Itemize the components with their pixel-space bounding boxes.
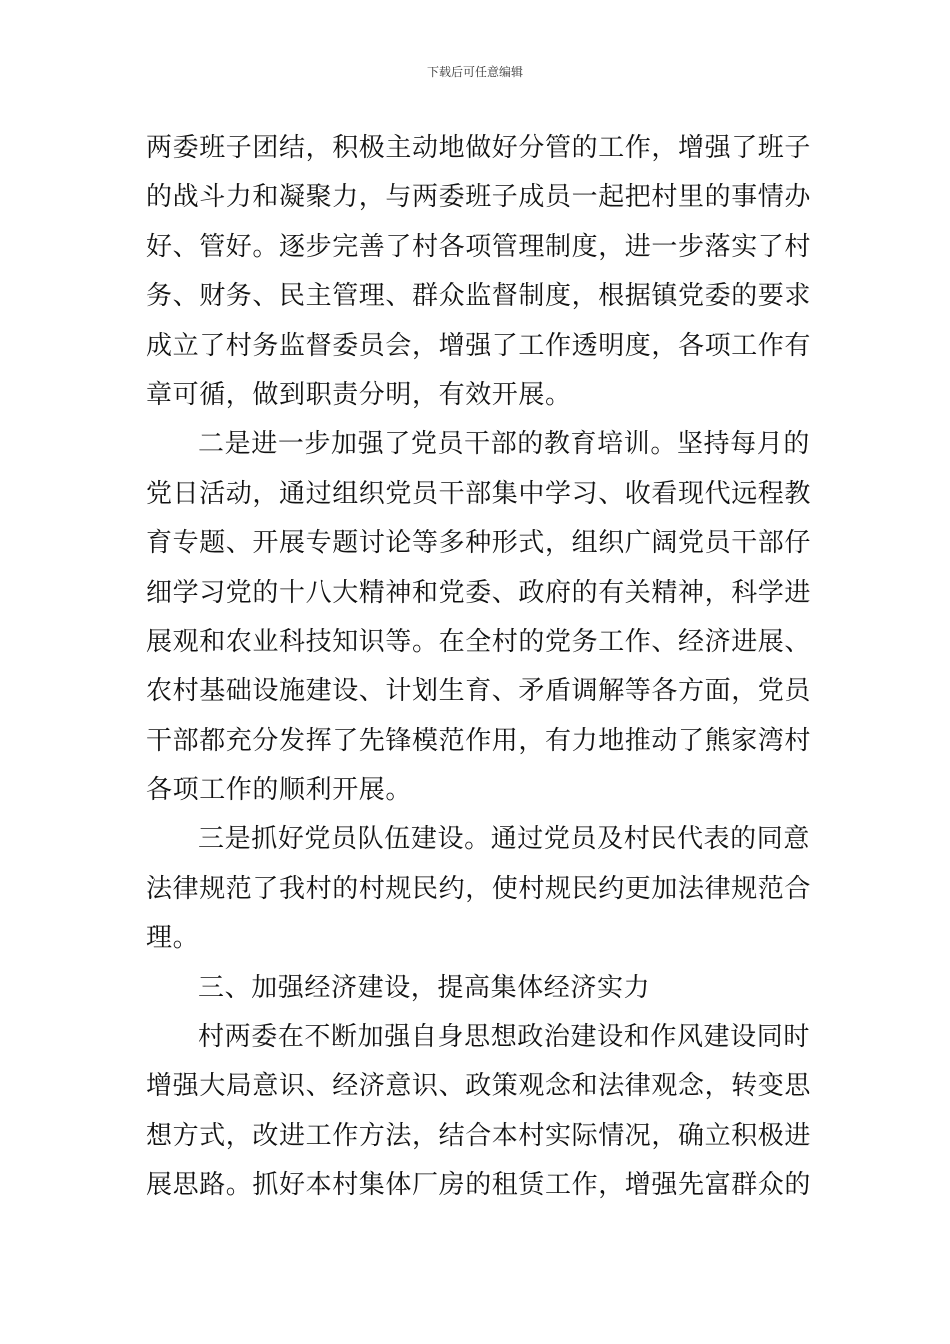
text-line: 的战斗力和凝聚力，与两委班子成员一起把村里的事情办 [146, 182, 812, 213]
text-line: 理。 [146, 923, 200, 954]
text-line: 想方式，改进工作方法，结合本村实际情况，确立积极进 [146, 1120, 812, 1151]
text-line: 村两委在不断加强自身思想政治建设和作风建设同时 [198, 1022, 810, 1053]
text-line: 各项工作的顺利开展。 [146, 775, 413, 806]
document-body [146, 124, 810, 1211]
text-line: 党日活动，通过组织党员干部集中学习、收看现代远程教 [146, 478, 812, 509]
text-line: 三是抓好党员队伍建设。通过党员及村民代表的同意 [198, 824, 810, 855]
text-line: 三、加强经济建设，提高集体经济实力 [198, 972, 651, 1003]
text-line: 两委班子团结，积极主动地做好分管的工作，增强了班子 [146, 133, 812, 163]
text-line: 展思路。抓好本村集体厂房的租赁工作，增强先富群众的 [146, 1170, 812, 1201]
text-line: 务、财务、民主管理、群众监督制度，根据镇党委的要求 [146, 281, 812, 312]
text-line: 农村基础设施建设、计划生育、矛盾调解等各方面，党员 [146, 676, 812, 707]
text-line: 好、管好。逐步完善了村各项管理制度，进一步落实了村 [146, 231, 812, 262]
text-line: 成立了村务监督委员会，增强了工作透明度，各项工作有 [146, 330, 812, 361]
text-line: 展观和农业科技知识等。在全村的党务工作、经济进展、 [146, 626, 812, 657]
text-line: 法律规范了我村的村规民约，使村规民约更加法律规范合 [146, 873, 812, 904]
text-line: 育专题、开展专题讨论等多种形式，组织广阔党员干部仔 [146, 528, 812, 559]
text-line: 二是进一步加强了党员干部的教育培训。坚持每月的 [198, 429, 810, 460]
text-line: 干部都充分发挥了先锋模范作用，有力地推动了熊家湾村 [146, 725, 812, 756]
page-header-note: 下载后可任意编辑 [426, 65, 523, 79]
text-line: 细学习党的十八大精神和党委、政府的有关精神，科学进 [146, 577, 812, 608]
text-line: 章可循，做到职责分明，有效开展。 [146, 379, 572, 410]
text-line: 增强大局意识、经济意识、政策观念和法律观念，转变思 [146, 1071, 812, 1102]
